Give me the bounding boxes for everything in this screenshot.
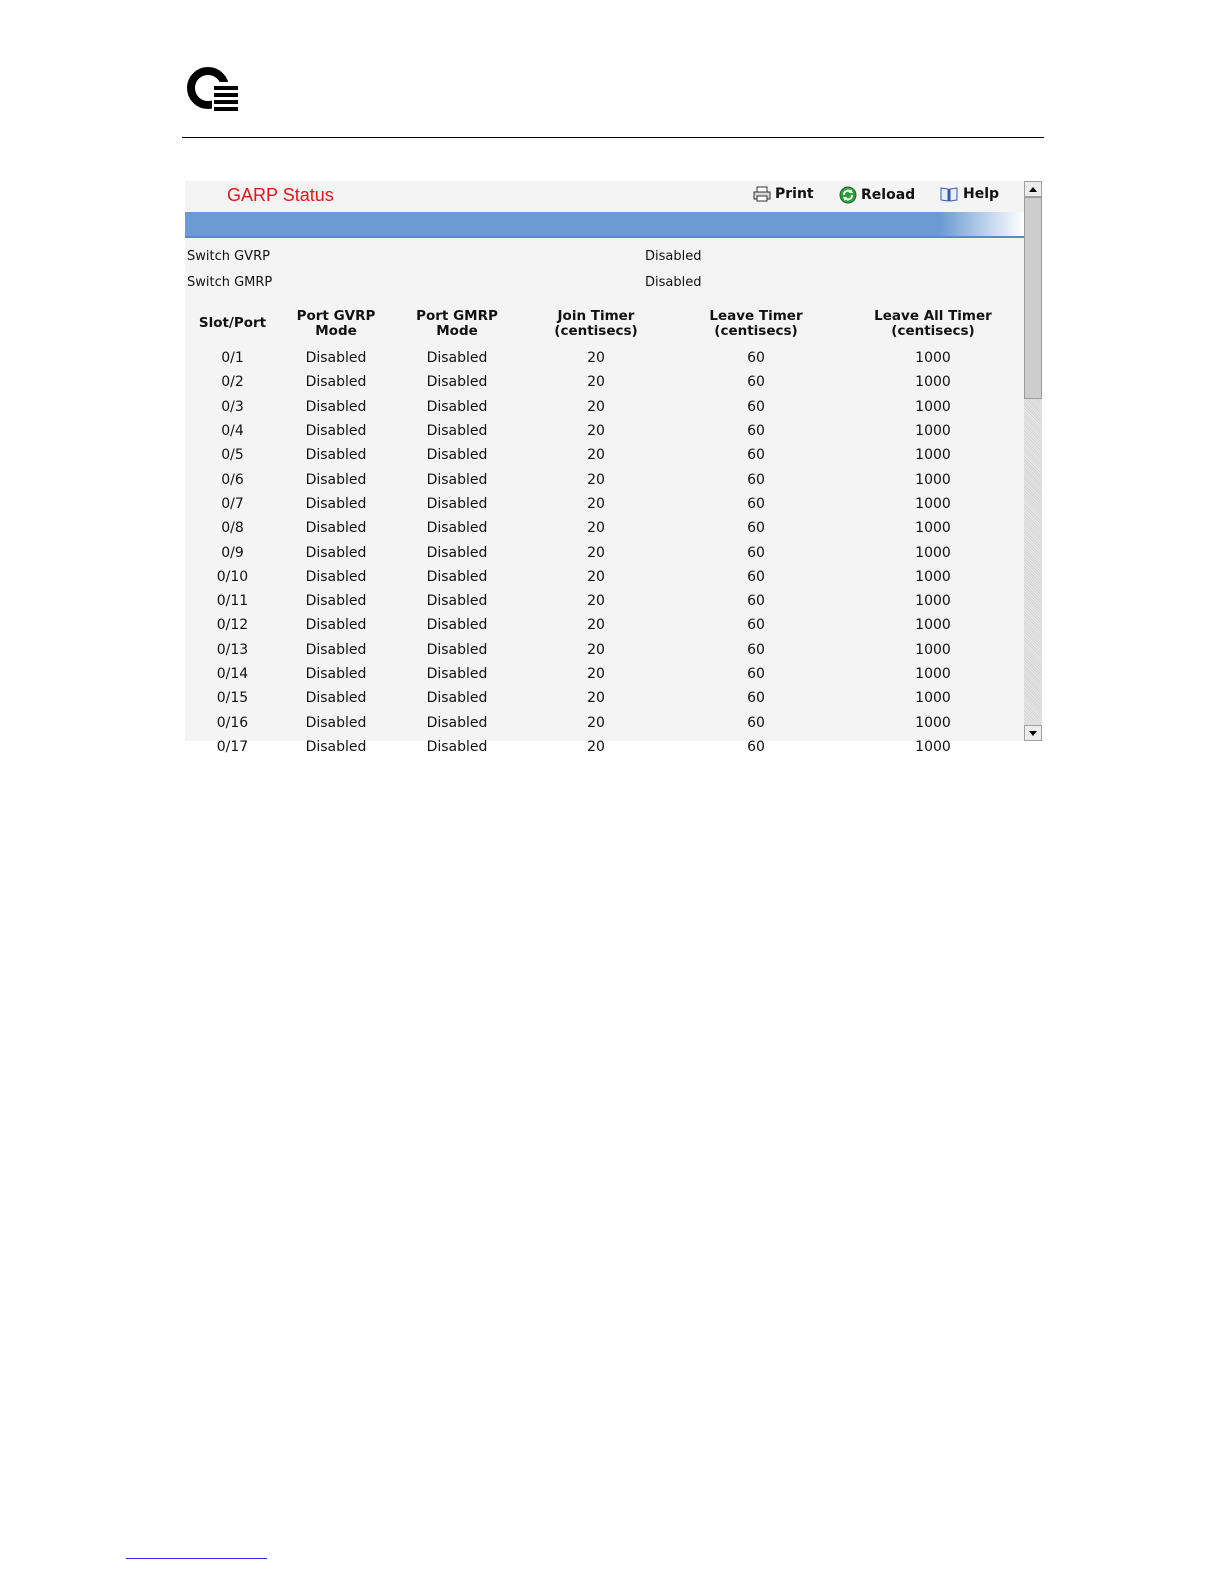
table-row: [185, 589, 1024, 613]
table-row: [185, 613, 1024, 637]
cell-leave-all-timer: 1000: [915, 520, 951, 537]
cell-join-timer: 20: [587, 398, 605, 415]
cell-port-gmrp-mode: Disabled: [426, 568, 488, 585]
cell-leave-all-timer: 1000: [915, 398, 951, 415]
cell-leave-all-timer: 1000: [915, 666, 951, 682]
cell-port-gmrp-mode: Disabled: [426, 690, 488, 707]
cell-join-timer: 20: [587, 714, 605, 731]
table-row: [185, 686, 1024, 710]
arrow-down-icon: [1029, 731, 1037, 736]
cell-leave-all-timer: 1000: [915, 374, 951, 391]
cell-port-gmrp-mode: Disabled: [426, 423, 488, 440]
cell-port-gvrp-mode: Disabled: [305, 568, 367, 585]
reload-label: Reload: [861, 187, 916, 203]
scrollbar-thumb[interactable]: [1024, 197, 1042, 399]
cell-port-gvrp-mode: Disabled: [305, 690, 367, 707]
cell-leave-all-timer: 1000: [915, 471, 951, 488]
cell-slot-port: 0/17: [216, 738, 249, 755]
table-row: [185, 565, 1024, 589]
cell-join-timer: 20: [587, 374, 605, 391]
table-header-row: [185, 301, 1024, 346]
cell-slot-port: 0/9: [221, 544, 244, 561]
cell-leave-timer: 60: [747, 520, 765, 537]
garp-status-frame: [185, 181, 1042, 755]
cell-slot-port: 0/10: [216, 568, 249, 585]
table-body: [185, 346, 1024, 759]
help-label: Help: [963, 186, 1000, 202]
cell-leave-timer: 60: [747, 593, 765, 610]
cell-leave-all-timer: 1000: [915, 714, 951, 731]
cell-join-timer: 20: [587, 520, 605, 537]
cell-leave-all-timer: 1000: [915, 738, 951, 755]
cell-port-gvrp-mode: Disabled: [305, 350, 367, 367]
cell-slot-port: 0/6: [221, 471, 244, 488]
header-divider: [182, 137, 1044, 138]
cell-port-gvrp-mode: Disabled: [305, 641, 367, 658]
cell-port-gvrp-mode: Disabled: [305, 544, 367, 561]
cell-leave-all-timer: 1000: [915, 423, 951, 440]
cell-slot-port: 0/2: [221, 374, 244, 391]
cell-leave-all-timer: 1000: [915, 690, 951, 707]
cell-join-timer: 20: [587, 641, 605, 658]
arrow-up-icon: [1029, 187, 1037, 192]
cell-join-timer: 20: [587, 666, 605, 682]
cell-port-gmrp-mode: Disabled: [426, 593, 488, 610]
cell-leave-all-timer: 1000: [915, 350, 951, 367]
cell-slot-port: 0/3: [221, 398, 244, 415]
cell-join-timer: 20: [587, 350, 605, 367]
table-row: [185, 395, 1024, 419]
cell-leave-timer: 60: [747, 714, 765, 731]
switch-gmrp-value: Disabled: [645, 275, 702, 290]
cell-port-gvrp-mode: Disabled: [305, 666, 367, 682]
page-content: [185, 181, 1024, 755]
cell-slot-port: 0/12: [216, 617, 249, 634]
page-title: GARP Status: [227, 185, 334, 205]
cell-join-timer: 20: [587, 593, 605, 610]
cell-port-gvrp-mode: Disabled: [305, 447, 367, 464]
cell-port-gmrp-mode: Disabled: [426, 641, 488, 658]
table-row: [185, 662, 1024, 686]
cell-leave-timer: 60: [747, 350, 765, 367]
cell-leave-timer: 60: [747, 568, 765, 585]
cell-leave-all-timer: 1000: [915, 568, 951, 585]
cell-join-timer: 20: [587, 690, 605, 707]
col-header-slot-port: Slot/Port: [198, 315, 267, 331]
help-button[interactable]: [939, 186, 999, 202]
cell-leave-timer: 60: [747, 738, 765, 755]
cell-join-timer: 20: [587, 544, 605, 561]
cell-join-timer: 20: [587, 471, 605, 488]
cell-port-gvrp-mode: Disabled: [305, 593, 367, 610]
cell-port-gmrp-mode: Disabled: [426, 738, 488, 755]
cell-join-timer: 20: [587, 423, 605, 440]
cell-leave-timer: 60: [747, 690, 765, 707]
cell-port-gmrp-mode: Disabled: [426, 666, 488, 682]
cell-port-gvrp-mode: Disabled: [305, 495, 367, 512]
cell-leave-all-timer: 1000: [915, 495, 951, 512]
table-row: [185, 419, 1024, 443]
print-button[interactable]: [753, 186, 814, 202]
cell-join-timer: 20: [587, 568, 605, 585]
switch-gvrp-label: Switch GVRP: [187, 249, 270, 264]
scroll-down-button[interactable]: [1024, 725, 1042, 741]
cell-port-gvrp-mode: Disabled: [305, 398, 367, 415]
table-row: [185, 492, 1024, 516]
cell-leave-all-timer: 1000: [915, 544, 951, 561]
switch-gvrp-value: Disabled: [645, 249, 702, 264]
cell-join-timer: 20: [587, 495, 605, 512]
cell-port-gmrp-mode: Disabled: [426, 350, 488, 367]
cell-port-gmrp-mode: Disabled: [426, 495, 488, 512]
cell-port-gvrp-mode: Disabled: [305, 714, 367, 731]
garp-status-table: [185, 301, 1024, 759]
cell-port-gvrp-mode: Disabled: [305, 520, 367, 537]
cell-leave-timer: 60: [747, 471, 765, 488]
table-row: [185, 540, 1024, 564]
cell-port-gvrp-mode: Disabled: [305, 374, 367, 391]
table-row: [185, 638, 1024, 662]
cell-port-gmrp-mode: Disabled: [426, 447, 488, 464]
cell-leave-timer: 60: [747, 423, 765, 440]
cell-join-timer: 20: [587, 617, 605, 634]
cell-slot-port: 0/14: [216, 666, 249, 682]
footer-link-underline[interactable]: [126, 1558, 267, 1559]
table-row: [185, 346, 1024, 370]
cell-port-gmrp-mode: Disabled: [426, 544, 488, 561]
table-row: [185, 710, 1024, 734]
col-header-leave-all-timer: Leave All Timer (centisecs): [874, 307, 992, 339]
cell-join-timer: 20: [587, 447, 605, 464]
cell-slot-port: 0/5: [221, 447, 244, 464]
cell-leave-timer: 60: [747, 447, 765, 464]
cell-leave-timer: 60: [747, 374, 765, 391]
cell-leave-timer: 60: [747, 617, 765, 634]
cell-slot-port: 0/11: [216, 593, 249, 610]
cell-port-gmrp-mode: Disabled: [426, 471, 488, 488]
cell-port-gmrp-mode: Disabled: [426, 714, 488, 731]
col-header-port-gmrp-mode: Port GMRP Mode: [416, 307, 498, 339]
cell-leave-all-timer: 1000: [915, 447, 951, 464]
cell-slot-port: 0/7: [221, 495, 244, 512]
cell-slot-port: 0/4: [221, 423, 244, 440]
col-header-leave-timer: Leave Timer (centisecs): [709, 307, 803, 339]
cell-slot-port: 0/1: [221, 350, 244, 367]
cell-leave-timer: 60: [747, 666, 765, 682]
reload-icon: [839, 186, 857, 204]
cell-leave-all-timer: 1000: [915, 617, 951, 634]
cell-slot-port: 0/13: [216, 641, 249, 658]
cell-port-gvrp-mode: Disabled: [305, 738, 367, 755]
table-row: [185, 735, 1024, 759]
cell-slot-port: 0/16: [216, 714, 249, 731]
cell-join-timer: 20: [587, 738, 605, 755]
cell-leave-all-timer: 1000: [915, 593, 951, 610]
cell-leave-timer: 60: [747, 495, 765, 512]
print-label: Print: [775, 186, 814, 202]
title-bar: [185, 212, 1024, 236]
cell-leave-all-timer: 1000: [915, 641, 951, 658]
col-header-port-gvrp-mode: Port GVRP Mode: [296, 307, 376, 339]
table-row: [185, 467, 1024, 491]
cell-port-gmrp-mode: Disabled: [426, 398, 488, 415]
help-book-icon: [939, 186, 959, 202]
col-header-join-timer: Join Timer (centisecs): [554, 307, 638, 339]
cell-leave-timer: 60: [747, 398, 765, 415]
cell-slot-port: 0/8: [221, 520, 244, 537]
reload-button[interactable]: [839, 186, 915, 204]
table-row: [185, 516, 1024, 540]
scroll-up-button[interactable]: [1024, 181, 1042, 197]
company-logo-icon: [186, 64, 240, 116]
cell-port-gmrp-mode: Disabled: [426, 374, 488, 391]
cell-leave-timer: 60: [747, 641, 765, 658]
cell-port-gmrp-mode: Disabled: [426, 617, 488, 634]
cell-leave-timer: 60: [747, 544, 765, 561]
cell-port-gvrp-mode: Disabled: [305, 471, 367, 488]
table-row: [185, 443, 1024, 467]
cell-port-gvrp-mode: Disabled: [305, 617, 367, 634]
vertical-scrollbar[interactable]: [1024, 181, 1042, 741]
cell-port-gvrp-mode: Disabled: [305, 423, 367, 440]
switch-gmrp-label: Switch GMRP: [187, 275, 273, 290]
cell-slot-port: 0/15: [216, 690, 249, 707]
cell-port-gmrp-mode: Disabled: [426, 520, 488, 537]
table-row: [185, 370, 1024, 394]
printer-icon: [753, 186, 771, 202]
